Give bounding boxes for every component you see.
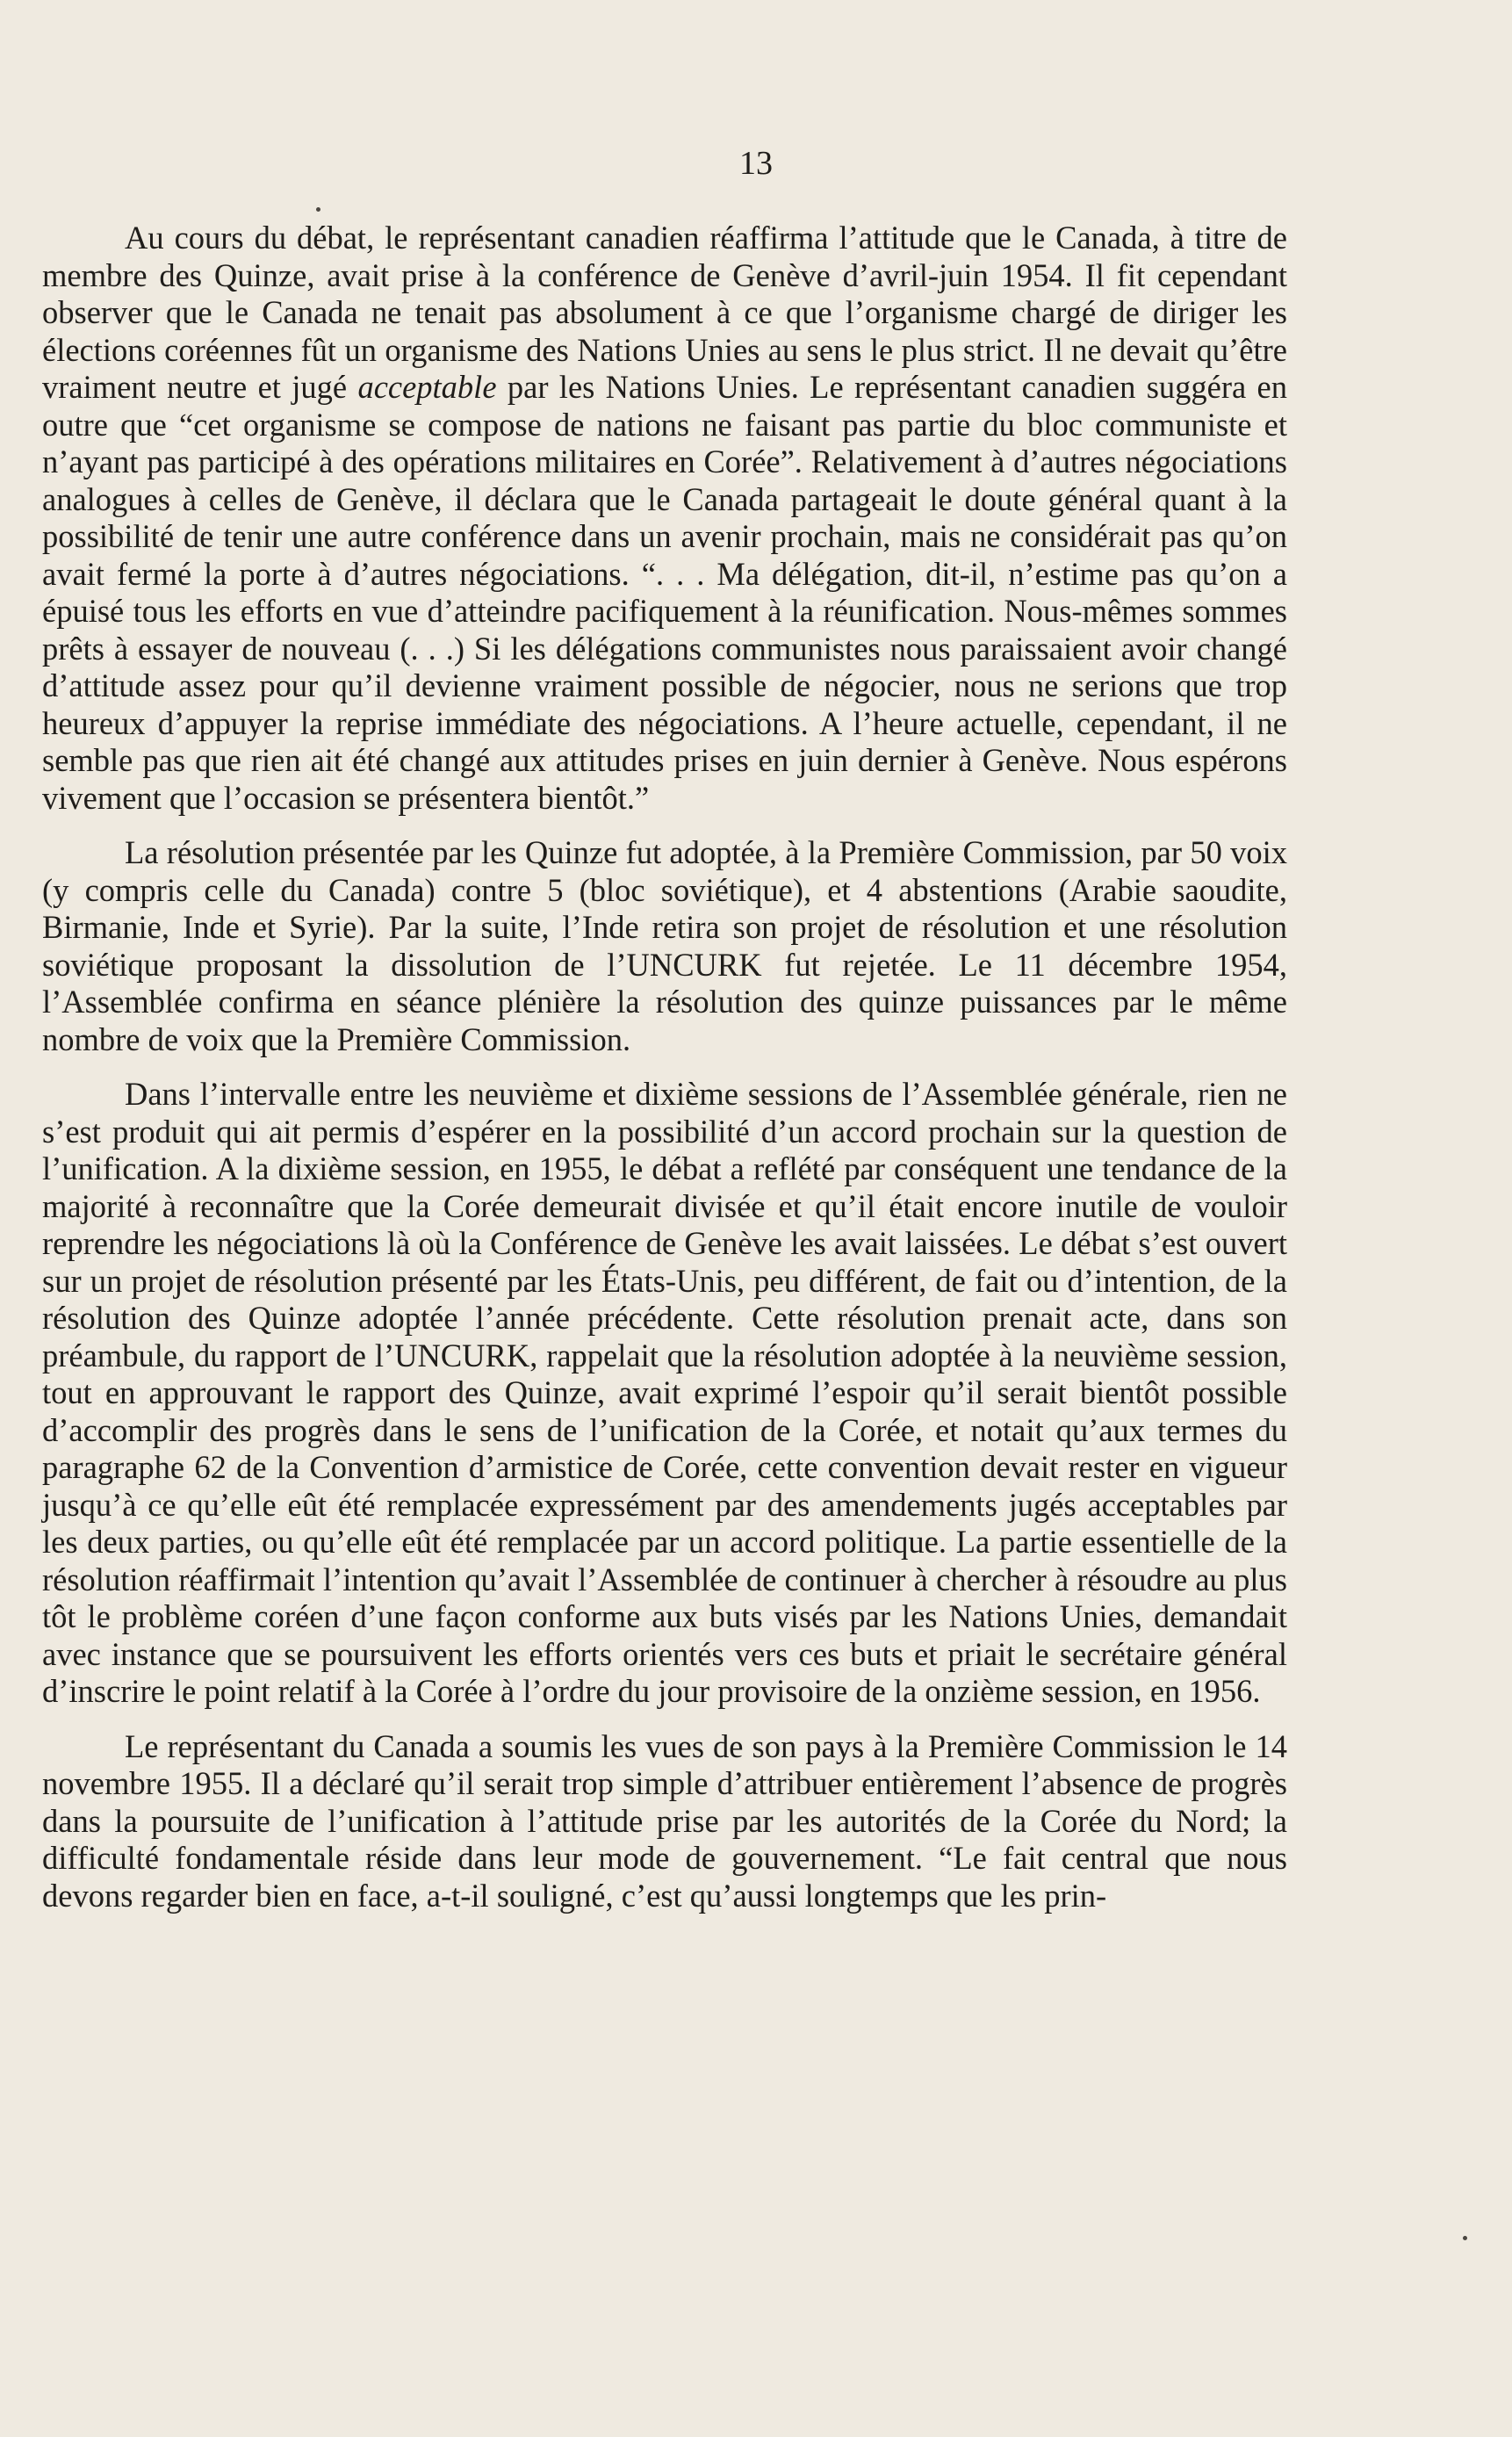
paragraph-3: Dans l’intervalle entre les neuvième et dixième sessions de l’Assemblée générale, rien ne s’est produit qui ait permis d’espérer en la possibilité d’un accord prochain sur la question de l’unification. A la dixième session, en 1955, le débat a reflété par conséquent une tendance de la majorité à reconnaître que la Corée demeurait divisée et qu’il était encore inutile de vouloir reprendre les négociations là où la Conférence de Genève les avait laissées. Le débat s’est ouvert sur un projet de résolution présenté par les États-Unis, peu différent, de fait ou d’intention, de la résolution des Quinze adoptée l’année précédente. Cette résolution prenait acte, dans son préambule, du rapport de l’UNCURK, rappelait que la résolution adoptée à la neuvième session, tout en approuvant le rapport des Quinze, avait exprimé l’espoir qu’il serait bientôt possible d’accomplir des progrès dans le sens de l’unification de la Corée, et notait qu’aux termes du paragraphe 62 de la Convention d’armistice de Corée, cette convention devait rester en vigueur jusqu’à ce qu’elle eût été remplacée expressément par des amendements jugés acceptables par les deux parties, ou qu’elle eût été remplacée par un accord politique. La partie essentielle de la résolution réaffirmait l’intention qu’avait l’Assemblée de continuer à chercher à résoudre au plus tôt le problème coréen d’une façon conforme aux buts visés par les Nations Unies, demandait avec instance que se poursuivent les efforts orientés vers ces buts et priait le secrétaire général d’inscrire le point relatif à la Corée à l’ordre du jour provisoire de la onzième session, en 1956. [42, 1076, 1287, 1709]
emphasis-acceptable: acceptable [357, 369, 497, 405]
paragraph-4: Le représentant du Canada a soumis les vues de son pays à la Première Commission le 14 novembre 1955. Il a déclaré qu’il serait trop simple d’attribuer entièrement l’absence de progrès dans la poursuite de l’unification à l’attitude prise par les autorités de la Corée du Nord; la difficulté fondamentale réside dans leur mode de gouvernement. “Le fait central que nous devons regarder bien en face, a-t-il souligné, c’est qu’aussi longtemps que les prin- [42, 1727, 1287, 1914]
scan-speck [316, 207, 320, 212]
body-text [42, 220, 1287, 1914]
scan-speck [1463, 2236, 1467, 2240]
paragraph-1-text-start: Au cours du débat, le représentant canadien réaffirma l’attitude que le Canada, à titre de membre des Quinze, avait prise à la conférence de Genève d’avril-juin 1954. Il fit cependant observer que le Canada ne tenait pas absolument à ce que l’organisme chargé de diriger les élections coréennes fût un organisme des Nations Unies au sens le plus strict. Il ne devait qu’être vraiment neutre et jugé [42, 220, 1287, 405]
paragraph-1 [42, 220, 1287, 817]
paragraph-2: La résolution présentée par les Quinze fut adoptée, à la Première Commission, par 50 voix (y compris celle du Canada) contre 5 (bloc soviétique), et 4 abstentions (Arabie saoudite, Birmanie, Inde et Syrie). Par la suite, l’Inde retira son projet de résolution et une résolution soviétique proposant la dissolution de l’UNCURK fut rejetée. Le 11 décembre 1954, l’Assemblée confirma en séance plénière la résolution des quinze puissances par le même nombre de voix que la Première Commission. [42, 834, 1287, 1057]
paragraph-1-text-end: par les Nations Unies. Le représentant canadien suggéra en outre que “cet organisme se compose de nations ne faisant pas partie du bloc communiste et n’ayant pas participé à des opérations militaires en Corée”. Relativement à d’autres négociations analogues à celles de Genève, il déclara que le Canada partageait le doute général quant à la possibilité de tenir une autre conférence dans un avenir prochain, mais ne considérait pas qu’on avait fermé la porte à d’autres négociations. “. . . Ma délégation, dit-il, n’estime pas qu’on a épuisé tous les efforts en vue d’atteindre pacifiquement à la réunification. Nous-mêmes sommes prêts à essayer de nouveau (. . .) Si les délégations communistes nous paraissaient avoir changé d’attitude assez pour qu’il devienne vraiment possible de négocier, nous ne serions que trop heureux d’appuyer la reprise immédiate des négociations. A l’heure actuelle, cependant, il ne semble pas que rien ait été changé aux attitudes prises en juin dernier à Genève. Nous espérons vivement que l’occasion se présentera bientôt.” [42, 369, 1287, 816]
page-number: 13 [739, 145, 773, 182]
